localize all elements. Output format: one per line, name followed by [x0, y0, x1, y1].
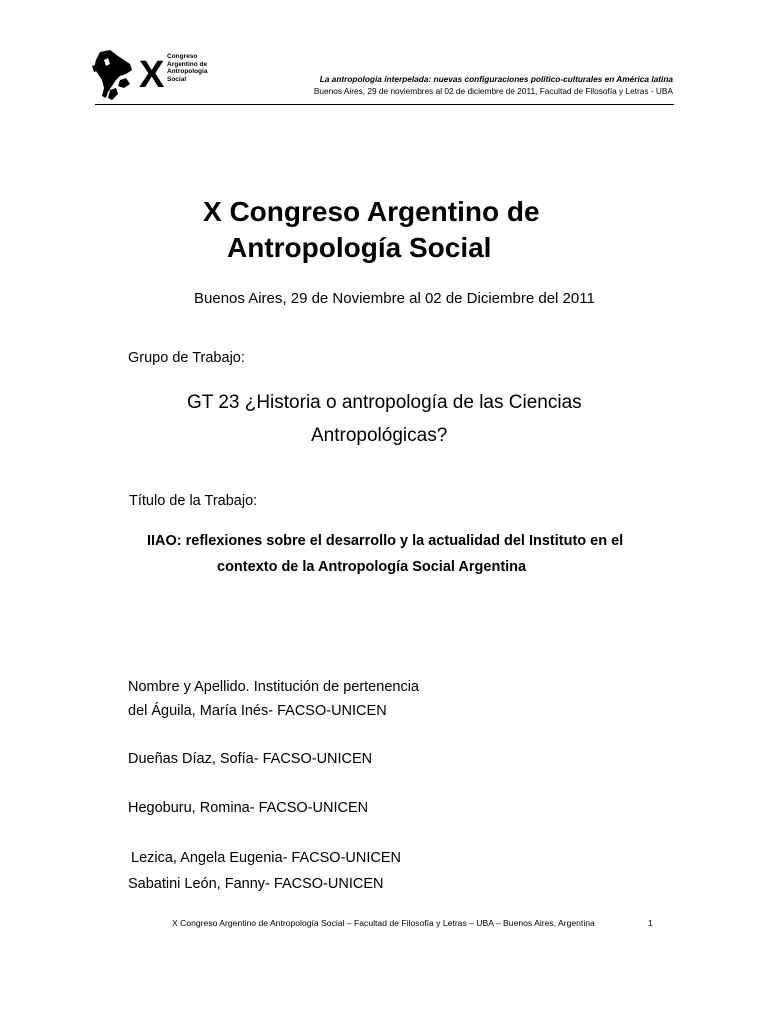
logo-line: Antropología: [167, 68, 208, 75]
header-divider: [95, 104, 674, 105]
paper-title-line-1: IIAO: reflexiones sobre el desarrollo y la actualidad del Instituto en el: [147, 533, 624, 549]
logo-wordmark: [167, 53, 207, 83]
logo-line: Argentino de: [167, 60, 208, 68]
author-item: Dueñas Díaz, Sofía- FACSO-UNICEN: [128, 751, 373, 767]
page-number: 1: [648, 918, 653, 928]
authors-label: Nombre y Apellido. Institución de pertenencia: [128, 679, 419, 695]
paper-title-line-2: contexto de la Antropología Social Argentina: [217, 559, 527, 575]
work-group-title-line-2: Antropológicas?: [311, 425, 448, 446]
logo-line: Social: [167, 75, 187, 83]
logo-line: Congreso: [167, 53, 198, 60]
page-title-line-1: X Congreso Argentino de: [203, 196, 540, 227]
author-item: Sabatini León, Fanny- FACSO-UNICEN: [128, 876, 384, 892]
author-item: Lezica, Angela Eugenia- FACSO-UNICEN: [131, 850, 401, 866]
work-group-label: Grupo de Trabajo:: [128, 350, 245, 366]
page-footer: X Congreso Argentino de Antropología Social – Facultad de Filosofía y Letras – UBA – Buenos Aires, Argentina: [172, 918, 595, 928]
work-group-title-line-1: GT 23 ¿Historia o antropología de las Ciencias: [187, 392, 582, 413]
logo-roman-numeral: X: [139, 54, 165, 96]
page-title-line-2: Antropología Social: [227, 232, 492, 263]
author-item: Hegoburu, Romina- FACSO-UNICEN: [128, 800, 369, 816]
author-item: del Águila, María Inés- FACSO-UNICEN: [128, 703, 387, 719]
paper-title-label: Título de la Trabajo:: [129, 493, 258, 509]
header-subline: Buenos Aires, 29 de noviembres al 02 de diciembre de 2011, Facultad de Filosofía y Letras - UBA: [313, 86, 673, 96]
congress-logo-map-icon: [90, 46, 138, 102]
header-tagline: La antropología interpelada: nuevas configuraciones político-culturales en América latina: [319, 74, 673, 84]
event-dates: Buenos Aires, 29 de Noviembre al 02 de Diciembre del 2011: [194, 290, 595, 307]
